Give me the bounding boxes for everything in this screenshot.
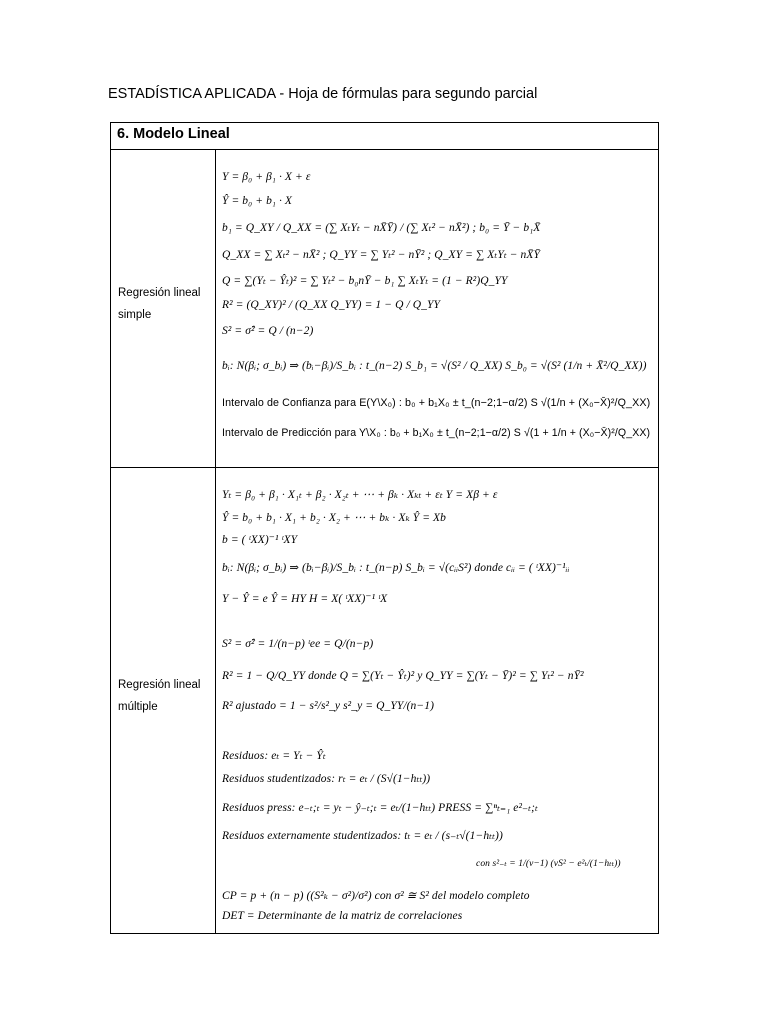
formula-press-residuals: Residuos press: e₋ₜ;ₜ = yₜ − ŷ₋ₜ;ₜ = eₜ/(1−hₜₜ) PRESS = ∑ⁿₜ₌₁ e²₋ₜ;ₜ	[222, 802, 538, 814]
multiple-regression-row	[111, 468, 658, 933]
document-title: ESTADÍSTICA APLICADA - Hoja de fórmulas para segundo parcial	[108, 86, 538, 102]
simple-regression-row	[111, 150, 658, 468]
multiple-regression-label-cell	[111, 468, 216, 933]
formula-confidence-interval: Intervalo de Confianza para E(Y\X₀) : b₀ + b₁X₀ ± t_(n−2;1−α/2) S √(1/n + (X₀−X̄)²/Q_XX)	[222, 397, 651, 409]
formula-sums-of-squares: Q_XX = ∑ Xₜ² − nX̄² ; Q_YY = ∑ Yₜ² − nȲ² ; Q_XY = ∑ XₜYₜ − nX̄Ȳ	[222, 249, 541, 261]
simple-regression-label	[118, 282, 213, 326]
formula-fitted-line: Ŷ = b₀ + b₁ · X	[222, 195, 293, 207]
formula-multiple-r-squared: R² = 1 − Q/Q_YY donde Q = ∑(Yₜ − Ŷₜ)² y Q_YY = ∑(Yₜ − Ȳ)² = ∑ Yₜ² − nȲ²	[222, 670, 584, 682]
formula-variance-estimate: S² = σ̂² = Q / (n−2)	[222, 325, 314, 337]
formula-external-studentized: Residuos externamente studentizados: tₜ = eₜ / (s₋ₜ√(1−hₜₜ))	[222, 830, 503, 842]
multiple-regression-formulas	[216, 468, 658, 933]
multiple-regression-label-line1: Regresión lineal	[118, 679, 201, 691]
simple-regression-label-line1: Regresión lineal	[118, 287, 201, 299]
multiple-regression-label-line2: múltiple	[118, 701, 158, 713]
formula-multiple-model: Yₜ = β₀ + β₁ · X₁ₜ + β₂ · X₂ₜ + ⋯ + βₖ · Xₖₜ + εₜ Y = Xβ + ε	[222, 489, 498, 501]
section-header: 6. Modelo Lineal	[111, 123, 658, 150]
formula-determinant: DET = Determinante de la matriz de correlaciones	[222, 910, 463, 922]
formula-studentized-residuals: Residuos studentizados: rₜ = eₜ / (S√(1−hₜₜ))	[222, 773, 431, 785]
formula-residuals: Residuos: eₜ = Yₜ − Ŷₜ	[222, 750, 326, 762]
formula-least-squares: b = ( ᵗXX)⁻¹ ᵗXY	[222, 534, 298, 546]
formula-coefficients: b₁ = Q_XY / Q_XX = (∑ XₜYₜ − nX̄Ȳ) / (∑ Xₜ² − nX̄²) ; b₀ = Ȳ − b₁X̄	[222, 222, 541, 234]
formula-adjusted-r-squared: R² ajustado = 1 − s²/s²_y s²_y = Q_YY/(n−1)	[222, 700, 435, 712]
formula-multiple-variance: S² = σ̂² = 1/(n−p) ᵗee = Q/(n−p)	[222, 638, 374, 650]
formula-prediction-interval: Intervalo de Predicción para Y\X₀ : b₀ + b₁X₀ ± t_(n−2;1−α/2) S √(1 + 1/n + (X₀−X̄)²/Q_XX)	[222, 427, 651, 439]
formula-coefficient-distribution: bᵢ: N(βᵢ; σ_bᵢ) ⇒ (bᵢ−βᵢ)/S_bᵢ : t_(n−2) S_b₁ = √(S² / Q_XX) S_b₀ = √(S² (1/n + X̄²/Q_XX))	[222, 360, 647, 372]
simple-regression-formulas	[216, 150, 658, 467]
formula-hat-matrix: Y − Ŷ = e Ŷ = HY H = X( ᵗXX)⁻¹ ᵗX	[222, 593, 388, 605]
formula-model: Y = β₀ + β₁ · X + ε	[222, 171, 311, 183]
formula-deleted-variance: con s²₋ₜ = 1/(ν−1) (νS² − e²ₜ/(1−hₜₜ))	[476, 859, 621, 869]
simple-regression-label-line2: simple	[118, 309, 152, 321]
formula-multiple-fitted: Ŷ = b₀ + b₁ · X₁ + b₂ · X₂ + ⋯ + bₖ · Xₖ Ŷ = Xb	[222, 512, 447, 524]
formula-mallows-cp: CP = p + (n − p) ((S²ₖ − σ²)/σ²) con σ² ≅ S² del modelo completo	[222, 890, 530, 902]
formula-multiple-coefficient-distribution: bᵢ: N(βᵢ; σ_bᵢ) ⇒ (bᵢ−βᵢ)/S_bᵢ : t_(n−p) S_bᵢ = √(cᵢᵢS²) donde cᵢᵢ = ( ᵗXX)⁻¹ᵢᵢ	[222, 562, 570, 574]
formula-r-squared: R² = (Q_XY)² / (Q_XX Q_YY) = 1 − Q / Q_YY	[222, 299, 440, 311]
multiple-regression-label	[118, 674, 213, 718]
formula-table	[110, 122, 659, 934]
formula-residual-sum: Q = ∑(Yₜ − Ŷₜ)² = ∑ Yₜ² − b₀nȲ − b₁ ∑ XₜYₜ = (1 − R²)Q_YY	[222, 275, 508, 287]
simple-regression-label-cell	[111, 150, 216, 467]
